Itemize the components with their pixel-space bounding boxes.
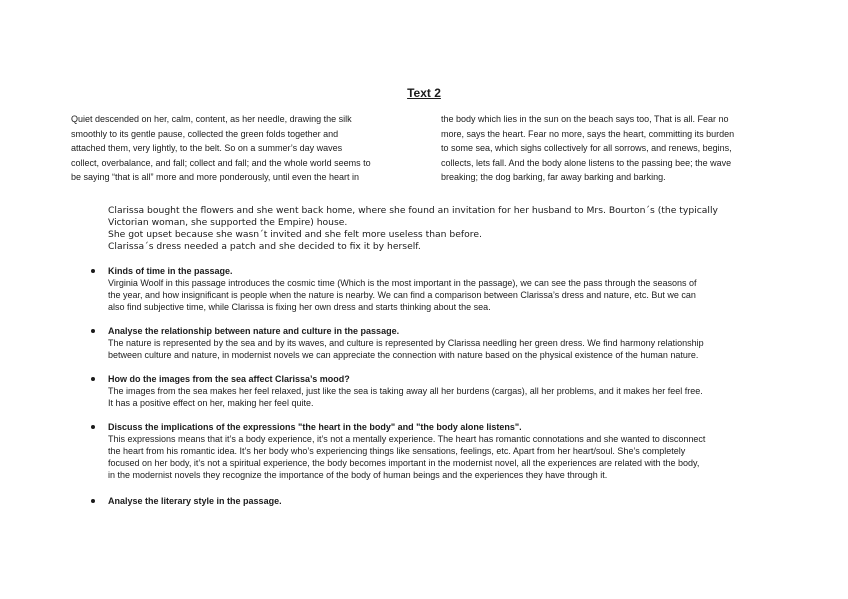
question-heading: Analyse the relationship between nature and culture in the passage. xyxy=(108,326,400,336)
summary-paragraph xyxy=(108,205,718,253)
question-item xyxy=(108,373,703,409)
document-title: Text 2 xyxy=(407,86,441,100)
question-item xyxy=(108,325,704,361)
summary-line: Victorian woman, she supported the Empire) house. xyxy=(108,217,348,228)
answer-line: It has a positive effect on her, making her feel quite. xyxy=(108,398,314,408)
answer-line: the heart from his romantic idea. It’s her body who’s experiencing things like sensations, feelings, etc. Apart from her heart/soul. She’s completely xyxy=(108,446,686,456)
answer-line: in the modernist novels they recognize the importance of the body of human beings and the experiences they have through it. xyxy=(108,470,608,480)
passage-line: to some sea, which sighs collectively for all sorrows, and renews, begins, xyxy=(441,143,732,153)
bullet-icon xyxy=(91,377,95,381)
answer-line: between culture and nature, in modernist novels we can appreciate the connection with nature based on the physical existence of the human nature. xyxy=(108,350,699,360)
passage-line: the body which lies in the sun on the beach says too, That is all. Fear no xyxy=(441,114,729,124)
passage-right-column xyxy=(441,112,734,185)
summary-line: She got upset because she wasn´t invited and she felt more useless than before. xyxy=(108,229,482,240)
summary-line: Clarissa bought the flowers and she went back home, where she found an invitation for her husband to Mrs. Bourton´s (the typically xyxy=(108,205,718,216)
question-item xyxy=(108,421,705,481)
passage-line: smoothly to its gentle pause, collected the green folds together and xyxy=(71,128,339,139)
bullet-icon xyxy=(91,425,95,429)
answer-line: the year, and how insignificant is people when the nature is nearby. We can find a comparison between Clarissa’s dress and nature, etc. But we can xyxy=(108,290,696,300)
bullet-icon xyxy=(91,499,95,503)
passage-line: Quiet descended on her, calm, content, as her needle, drawing the silk xyxy=(71,114,352,124)
passage-line: be saying “that is all” more and more ponderously, until even the heart in xyxy=(71,172,359,182)
passage-line: attached them, very lightly, to the belt. So on a summer’s day waves xyxy=(71,143,343,153)
summary-line: Clarissa´s dress needed a patch and she decided to fix it by herself. xyxy=(108,241,421,252)
question-heading: Analyse the literary style in the passage. xyxy=(108,496,282,506)
bullet-icon xyxy=(91,269,95,273)
answer-line: also find subjective time, while Clarissa is fixing her own dress and starts thinking about the sea. xyxy=(108,302,491,312)
question-heading: Kinds of time in the passage. xyxy=(108,266,233,276)
passage-left-column xyxy=(71,112,371,185)
passage-line: more, says the heart. Fear no more, says the heart, committing its burden xyxy=(441,128,735,139)
question-item xyxy=(108,265,696,313)
passage-line: collects, lets fall. And the body alone listens to the passing bee; the wave xyxy=(441,157,732,168)
bullet-icon xyxy=(91,329,95,333)
answer-line: The nature is represented by the sea and by its waves, and culture is represented by Clarissa needling her green dress. We find harmony relationship xyxy=(108,338,704,348)
question-heading: How do the images from the sea affect Clarissa’s mood? xyxy=(108,374,350,384)
question-item xyxy=(108,495,282,507)
question-heading: Discuss the implications of the expressions "the heart in the body" and "the body alone listens". xyxy=(108,422,522,432)
passage-line: breaking; the dog barking, far away barking and barking. xyxy=(441,172,666,182)
answer-line: The images from the sea makes her feel relaxed, just like the sea is taking away all her burdens (cargas), all her problems, and it makes her feel free. xyxy=(108,386,703,396)
answer-line: focused on her body, it’s not a spiritual experience, the body becomes important in the modernist novel, all the experiences are related with the body, xyxy=(108,458,700,468)
passage-line: collect, overbalance, and fall; collect and fall; and the whole world seems to xyxy=(71,157,371,168)
answer-line: Virginia Woolf in this passage introduces the cosmic time (Which is the most important in the passage), we can see the pass through the seasons of xyxy=(108,278,697,288)
answer-line: This expressions means that it’s a body experience, it’s not a mentally experience. The heart has romantic connotations and she wanted to disconnect xyxy=(108,434,706,444)
